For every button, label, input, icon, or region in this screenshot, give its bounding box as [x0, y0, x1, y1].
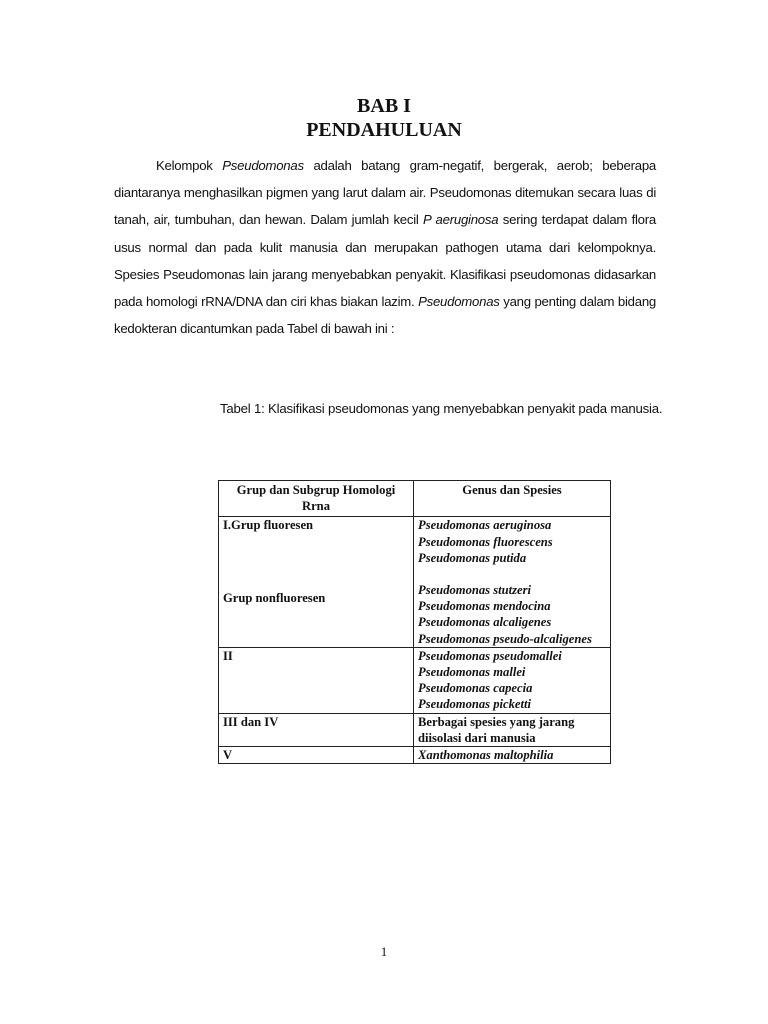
group-label: V [223, 748, 233, 763]
column-header-group: Grup dan Subgrup Homologi Rrna [219, 481, 414, 517]
table-header-row [219, 481, 611, 517]
group-cell [219, 713, 414, 746]
species-name: Pseudomonas capecia [418, 681, 533, 696]
group-cell [219, 647, 414, 713]
species-name: Pseudomonas mendocina [418, 599, 551, 614]
species-name: Pseudomonas picketti [418, 697, 531, 712]
species-name: Pseudomonas alcaligenes [418, 615, 552, 630]
species-name: Pseudomonas fluorescens [418, 534, 553, 549]
column-header-species: Genus dan Spesies [414, 481, 611, 517]
table-row [219, 647, 611, 713]
classification-table [218, 480, 611, 764]
species-name: Pseudomonas mallei [418, 665, 526, 680]
intro-paragraph [114, 152, 656, 342]
species-name: Pseudomonas stutzeri [418, 583, 532, 598]
species-name: Pseudomonas putida [418, 550, 527, 565]
group-cell [219, 517, 414, 647]
group-label: III dan IV [223, 714, 279, 729]
paragraph-text: Kelompok [156, 158, 223, 173]
species-name: Pseudomonas pseudomallei [418, 648, 562, 663]
species-cell [414, 647, 611, 713]
species-cell [414, 517, 611, 647]
group-label: I.Grup fluoresen [223, 518, 314, 533]
italic-term: P aeruginosa [423, 212, 499, 228]
species-description: Berbagai spesies yang jarang diisolasi dari manusia [418, 714, 575, 745]
species-name: Xanthomonas maltophilia [418, 748, 554, 763]
chapter-title: PENDAHULUAN [306, 119, 462, 141]
species-name: Pseudomonas aeruginosa [418, 518, 552, 533]
paragraph-text: sering terdapat dalam flora usus normal dan pada kulit manusia dan merupakan pathogen utama dari kelompoknya. Spesies Pseudomonas lain jarang menyebabkan penyakit. Klasifikasi pseudomonas didasarkan pada homologi rRNA/DNA dan ciri khas biakan lazim. [114, 212, 656, 310]
species-cell [414, 747, 611, 764]
group-cell [219, 747, 414, 764]
table-caption: Tabel 1: Klasifikasi pseudomonas yang menyebabkan penyakit pada manusia. [220, 401, 663, 416]
table-row [219, 713, 611, 746]
paragraph-text: adalah batang gram-negatif, bergerak, aerob; beberapa diantaranya menghasilkan pigmen yang larut dalam air. Pseudomonas ditemukan secara luas di tanah, air, tumbuhan, dan hewan. Dalam jumlah kecil [114, 158, 656, 228]
table-row [219, 517, 611, 647]
group-label: II [223, 648, 233, 663]
species-name: Pseudomonas pseudo-alcaligenes [418, 631, 592, 646]
paragraph-text: yang penting dalam bidang kedokteran dicantumkan pada Tabel di bawah ini : [114, 294, 656, 337]
page-number: 1 [380, 944, 388, 959]
table-row [219, 747, 611, 764]
species-cell [414, 713, 611, 746]
italic-term: Pseudomonas [418, 294, 500, 310]
italic-term: Pseudomonas [222, 158, 304, 173]
chapter-number: BAB I [357, 95, 411, 117]
group-label: Grup nonfluoresen [223, 590, 326, 605]
